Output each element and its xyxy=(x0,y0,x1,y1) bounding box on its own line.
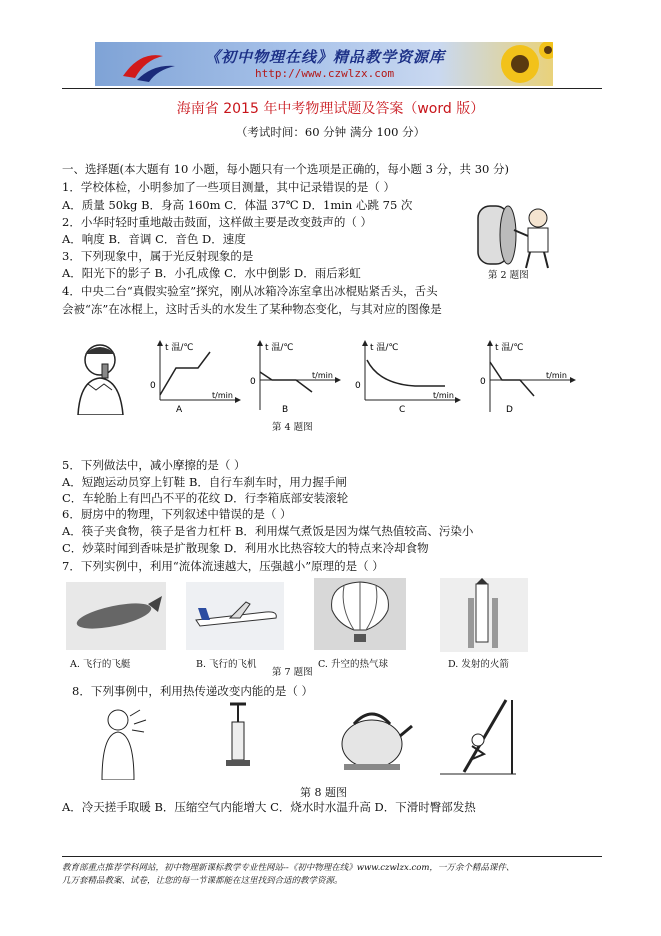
airplane-figure xyxy=(186,582,284,650)
hot-air-balloon-figure xyxy=(314,578,406,650)
logo-icon xyxy=(115,46,185,84)
rubbing-hands-figure xyxy=(88,700,154,780)
graph-a-label: A xyxy=(176,405,183,415)
fig7-option-d: D. 发射的火箭 xyxy=(448,659,509,670)
question-1: 1．学校体检，小明参加了一些项目测量，其中记录错误的是（ ） xyxy=(62,180,395,194)
graph-a xyxy=(150,340,241,415)
graph-d-label: D xyxy=(506,405,513,415)
question-4-cont: 会被“冻”在冰棍上，这时舌头的水发生了某种物态变化，与其对应的图像是 xyxy=(62,302,442,316)
question-6: 6．厨房中的物理，下列叙述中错误的是（ ） xyxy=(62,507,292,521)
question-2-options: A．响度 B．音调 C．音色 D．速度 xyxy=(62,232,246,246)
question-3: 3．下列现象中，属于光反射现象的是 xyxy=(62,249,254,263)
graph-b-ylabel: t 温/℃ xyxy=(265,343,294,353)
graph-a-origin: 0 xyxy=(150,381,156,391)
fig4-caption: 第 4 题图 xyxy=(272,422,313,433)
question-8-options: A．冷天搓手取暖 B．压缩空气内能增大 C．烧水时水温升高 D．下滑时臀部发热 xyxy=(62,800,476,814)
person-icecream-figure xyxy=(68,340,133,415)
footer-rule xyxy=(62,856,602,857)
question-5: 5．下列做法中，减小摩擦的是（ ） xyxy=(62,458,246,472)
fig7-option-a: A. 飞行的飞艇 xyxy=(70,659,131,670)
graph-c-ylabel: t 温/℃ xyxy=(370,343,399,353)
fig8-caption: 第 8 题图 xyxy=(300,786,347,799)
question-4: 4．中央二台“真假实验室”探究，刚从冰箱冷冻室拿出冰棍贴紧舌头，舌头 xyxy=(62,284,438,298)
graph-b xyxy=(250,340,341,415)
question-8: 8．下列事例中，利用热传递改变内能的是（ ） xyxy=(72,684,313,698)
fig7-option-c: C. 升空的热气球 xyxy=(318,659,388,670)
header-rule xyxy=(62,88,602,89)
air-compression-figure xyxy=(218,698,258,770)
graph-d xyxy=(470,340,590,420)
graph-c xyxy=(355,340,461,415)
footer-line-2: 几万套精品教案、试卷，让您的每一节课都能在这里找到合适的教学资源。 xyxy=(62,876,343,886)
question-5-cd: C．车轮胎上有凹凸不平的花纹 D．行李箱底部安装滚轮 xyxy=(62,491,349,505)
footer-line-1: 教育部重点推荐学科网站，初中物理新课标教学专业性网站--《初中物理在线》www.czwlzx.com，一万余个精品课件、 xyxy=(62,863,515,873)
exam-info: （考试时间：60 分钟 满分 100 分） xyxy=(235,125,426,139)
graph-c-xlabel: t/min xyxy=(433,391,454,400)
graph-b-xlabel: t/min xyxy=(312,371,333,380)
graph-b-label: B xyxy=(282,405,289,415)
question-5-ab: A．短跑运动员穿上钉鞋 B．自行车刹车时，用力握手闸 xyxy=(62,475,347,489)
graph-a-xlabel: t/min xyxy=(212,391,233,400)
question-6-cd: C．炒菜时闻到香味是扩散现象 D．利用水比热容较大的特点来冷却食物 xyxy=(62,541,429,555)
banner-title: 《初中物理在线》精品教学资源库 xyxy=(205,48,446,66)
question-7: 7．下列实例中，利用“流体流速越大，压强越小”原理的是（ ） xyxy=(62,559,384,573)
graph-c-origin: 0 xyxy=(355,381,361,391)
rocket-launch-figure xyxy=(440,578,528,652)
graph-d-origin: 0 xyxy=(480,377,486,387)
fig7-option-b: B. 飞行的飞机 xyxy=(196,659,257,670)
question-3-options: A．阳光下的影子 B．小孔成像 C．水中倒影 D．雨后彩虹 xyxy=(62,266,361,280)
airship-figure xyxy=(66,582,166,650)
drum-figure xyxy=(470,200,560,270)
footer xyxy=(62,862,622,888)
fig4-graphs xyxy=(140,340,480,418)
fig7-caption: 第 7 题图 xyxy=(272,667,313,678)
question-6-ab: A．筷子夹食物，筷子是省力杠杆 B．利用煤气煮饭是因为煤气热值较高、污染小 xyxy=(62,524,474,538)
header-banner xyxy=(95,42,553,86)
question-1-options: A．质量 50kg B．身高 160m C．体温 37℃ D．1min 心跳 75 次 xyxy=(62,198,413,212)
slide-figure xyxy=(440,696,516,778)
banner-url: http://www.czwlzx.com xyxy=(255,67,395,80)
graph-a-ylabel: t 温/℃ xyxy=(165,343,194,353)
question-2: 2．小华时轻时重地敲击鼓面，这样做主要是改变鼓声的（ ） xyxy=(62,215,372,229)
graph-b-origin: 0 xyxy=(250,377,256,387)
graph-d-xlabel: t/min xyxy=(546,371,567,380)
kettle-figure xyxy=(330,702,414,774)
graph-c-label: C xyxy=(399,405,406,415)
fig2-caption: 第 2 题图 xyxy=(488,270,529,281)
page-title: 海南省 2015 年中考物理试题及答案（word 版） xyxy=(176,101,485,117)
graph-d-ylabel: t 温/℃ xyxy=(495,343,524,353)
section-heading: 一、选择题(本大题有 10 小题，每小题只有一个选项是正确的，每小题 3 分，共 30 分) xyxy=(62,162,509,176)
sunflower-icon xyxy=(490,42,553,86)
